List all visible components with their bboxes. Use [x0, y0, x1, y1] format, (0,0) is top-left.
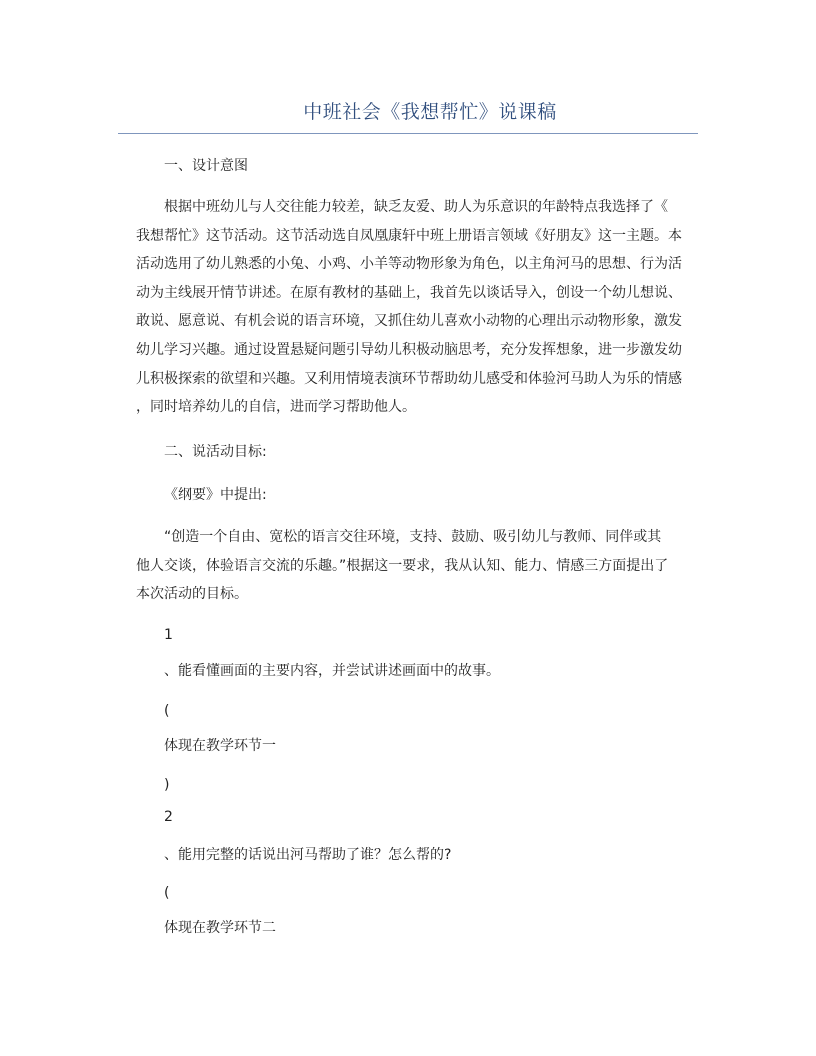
para-line: “创造一个自由、宽松的语言交往环境，支持、鼓励、吸引幼儿与教师、同伴或其 — [164, 529, 662, 545]
para-line: 根据中班幼儿与人交往能力较差，缺乏友爱、助人为乐意识的年龄特点我选择了《 — [164, 199, 668, 215]
section1-heading: 一、设计意图 — [164, 158, 248, 174]
para-line: ，同时培养幼儿的自信，进而学习帮助他人。 — [136, 399, 416, 416]
quote-paragraph — [136, 523, 696, 609]
para-line: 敢说、愿意说、有机会说的语言环境，又抓住幼儿喜欢小动物的心理出示动物形象，激发 — [136, 313, 682, 330]
para-line: 他人交谈，体验语言交流的乐趣。”根据这一要求，我从认知、能力、情感三方面提出了 — [136, 557, 669, 574]
goal-1-open-paren: ( — [164, 703, 170, 719]
goal-1-note: 体现在教学环节一 — [164, 738, 276, 754]
title-divider — [118, 133, 698, 134]
goal-2-text: 、能用完整的话说出河马帮助了谁？怎么帮的? — [164, 847, 452, 863]
para-line: 动为主线展开情节讲述。在原有教材的基础上，我首先以谈话导入，创设一个幼儿想说、 — [136, 284, 682, 301]
para-line: 活动选用了幼儿熟悉的小兔、小鸡、小羊等动物形象为角色，以主角河马的思想、行为活 — [136, 256, 682, 273]
goal-2-number: 2 — [164, 809, 173, 825]
section2-heading: 二、说活动目标: — [164, 444, 267, 460]
para-line: 儿积极探索的欲望和兴趣。又利用情境表演环节帮助幼儿感受和体验河马助人为乐的情感 — [136, 370, 682, 387]
goal-1-close-paren: ) — [164, 777, 170, 793]
section1-paragraph — [136, 193, 696, 422]
para-line: 幼儿学习兴趣。通过设置悬疑问题引导幼儿积极动脑思考，充分发挥想象，进一步激发幼 — [136, 341, 682, 358]
goal-1-text: 、能看懂画面的主要内容，并尝试讲述画面中的故事。 — [164, 663, 500, 679]
goal-2-open-paren: ( — [164, 885, 170, 901]
section2-intro: 《纲要》中提出: — [164, 487, 267, 503]
para-line: 本次活动的目标。 — [136, 586, 248, 603]
document-title: 中班社会《我想帮忙》说课稿 — [303, 101, 557, 123]
para-line: 我想帮忙》这节活动。这节活动选自凤凰康轩中班上册语言领域《好朋友》这一主题。本 — [136, 227, 682, 244]
goal-2-note: 体现在教学环节二 — [164, 920, 276, 936]
goal-1-number: 1 — [164, 627, 173, 643]
